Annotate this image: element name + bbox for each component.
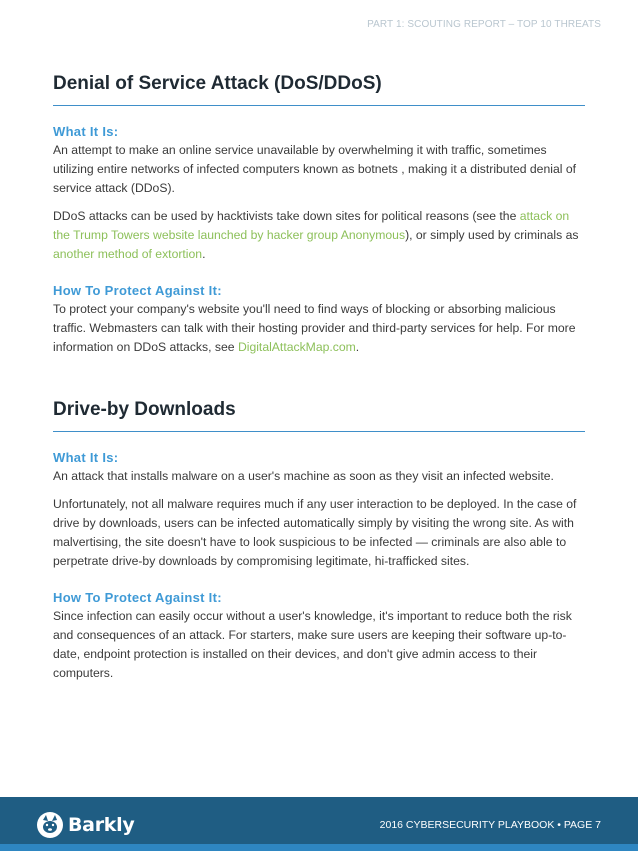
section-title: Drive-by Downloads [53, 397, 585, 432]
text-run: To protect your company's website you'll need to find ways of blocking or absorbing malicious traffic. Webmasters can talk with their hosting provider and third-party services for help. For more information on DDoS attacks, see [53, 302, 576, 354]
how-to-protect-heading: How To Protect Against It: [53, 590, 222, 605]
detail-paragraph [53, 207, 585, 264]
what-it-is-heading: What It Is: [53, 450, 119, 465]
text-run: ), or simply used by criminals as [405, 228, 579, 242]
page-footer [0, 797, 638, 851]
digital-attack-map-link[interactable]: DigitalAttackMap.com [237, 340, 356, 354]
protect-paragraph: Since infection can easily occur without a user's knowledge, it's important to reduce both the risk and consequences of an attack. For starters, make sure users are keeping their software up-to-date, endpoint protection is installed on their devices, and don't give admin access to their computers. [53, 609, 572, 680]
brand-name: Barkly [68, 814, 135, 836]
trump-towers-link[interactable]: attack on the Trump Towers website launched by hacker group Anonymous [53, 209, 570, 242]
definition-paragraph: An attack that installs malware on a user's machine as soon as they visit an infected website. [53, 469, 554, 483]
definition-paragraph: An attempt to make an online service unavailable by overwhelming it with traffic, sometimes utilizing entire networks of infected computers known as botnets , making it a distributed denial of service attack (DDoS). [53, 143, 576, 195]
page-number-label: 2016 CYBERSECURITY PLAYBOOK • PAGE 7 [379, 819, 601, 831]
barkly-logo [36, 810, 134, 840]
section-drive-by [53, 397, 585, 683]
text-run: DDoS attacks can be used by hacktivists take down sites for political reasons (see the [53, 209, 520, 223]
section-ddos [53, 71, 585, 357]
running-header: PART 1: SCOUTING REPORT – TOP 10 THREATS [367, 19, 601, 30]
protect-paragraph [53, 300, 585, 357]
section-title: Denial of Service Attack (DoS/DDoS) [53, 71, 585, 106]
page-content [53, 71, 585, 683]
dog-icon [36, 811, 64, 839]
detail-paragraph: Unfortunately, not all malware requires much if any user interaction to be deployed. In the case of drive by downloads, users can be infected automatically simply by visiting the wrong site. As with malvertising, the site doesn't have to look suspicious to be infected — criminals are also able to perpetrate drive-by downloads by compromising legitimate, hi-trafficked sites. [53, 497, 577, 568]
footer-stripe [0, 844, 638, 851]
extortion-link[interactable]: another method of extortion [53, 247, 203, 261]
what-it-is-heading: What It Is: [53, 124, 119, 139]
text-run: . [355, 340, 360, 354]
text-run: . [202, 247, 206, 261]
how-to-protect-heading: How To Protect Against It: [53, 283, 222, 298]
